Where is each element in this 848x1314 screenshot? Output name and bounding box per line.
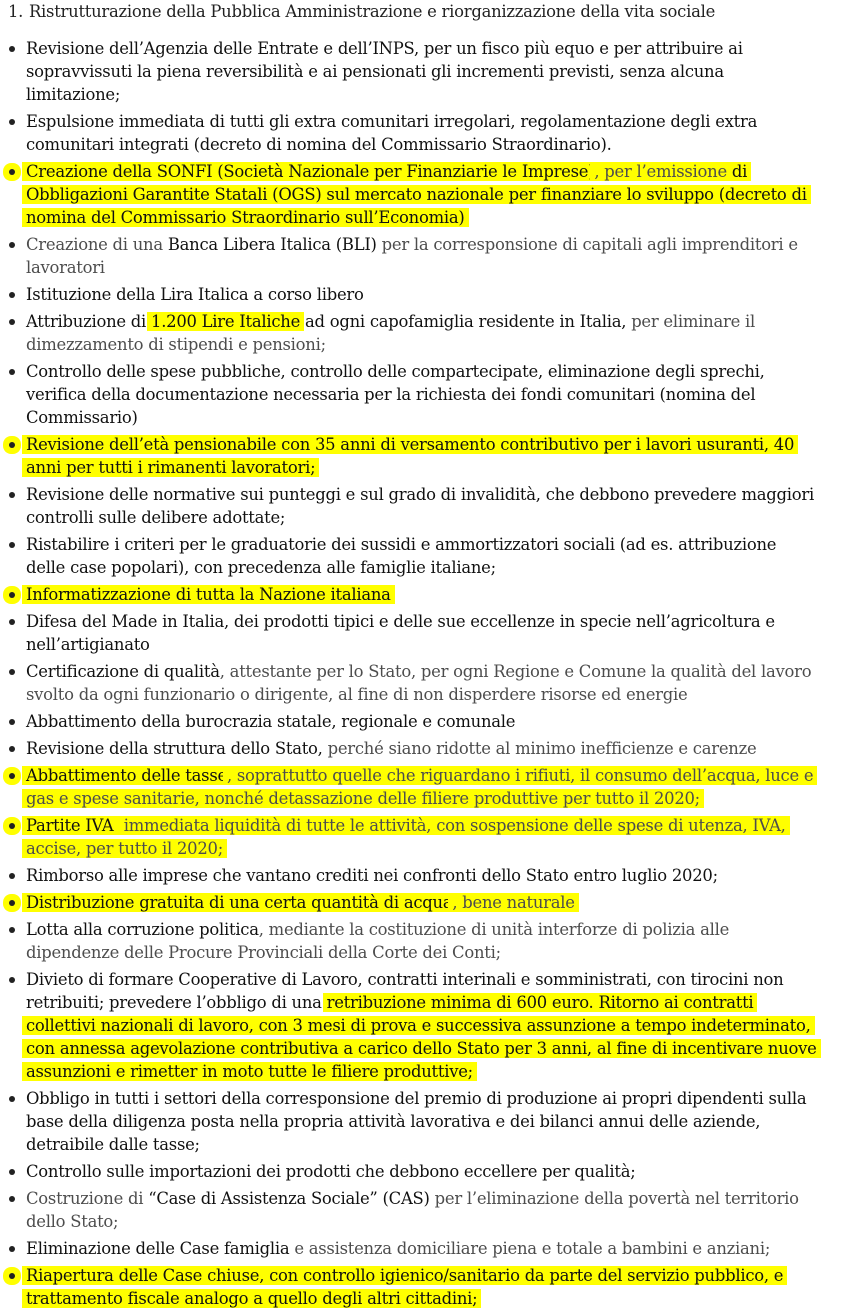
list-item: Controllo delle spese pubbliche, controllo delle compartecipate, eliminazione degli sprechi, verifica della documentazione necessaria per la richiesta dei fondi comunitari (nomina del Commissario) — [6, 360, 820, 429]
list-item: Revisione della struttura dello Stato, perché siano ridotte al minimo inefficienze e carenze — [6, 737, 820, 760]
list-item: Creazione della SONFI (Società Nazionale per Finanziarie le Imprese), per l’emissione di Obbligazioni Garantite Statali (OGS) sul mercato nazionale per finanziare lo sviluppo (decreto di nomina del Commissario Straordinario sull’Economia) — [6, 160, 820, 229]
list-item: Partite IVA: immediata liquidità di tutte le attività, con sospensione delle spese di utenza, IVA, accise, per tutto il 2020; — [6, 814, 820, 860]
list-item: Istituzione della Lira Italica a corso libero — [6, 283, 820, 306]
list-item: Revisione delle normative sui punteggi e sul grado di invalidità, che debbono prevedere maggiori controlli sulle delibere adottate; — [6, 483, 820, 529]
list-item: Difesa del Made in Italia, dei prodotti tipici e delle sue eccellenze in specie nell’agricoltura e nell’artigianato — [6, 610, 820, 656]
section-title: Ristrutturazione della Pubblica Amministrazione e riorganizzazione della vita sociale — [28, 2, 716, 21]
list-item: Abbattimento delle tasse, soprattutto quelle che riguardano i rifiuti, il consumo dell’acqua, luce e gas e spese sanitarie, nonché detassazione delle filiere produttive per tutto il 2020; — [6, 764, 820, 810]
list-item: Rimborso alle imprese che vantano crediti nei confronti dello Stato entro luglio 2020; — [6, 864, 820, 887]
list-item: Costruzione di “Case di Assistenza Sociale” (CAS) per l’eliminazione della povertà nel territorio dello Stato; — [6, 1187, 820, 1233]
list-item: Eliminazione delle Case famiglia e assistenza domiciliare piena e totale a bambini e anziani; — [6, 1237, 820, 1260]
list-item: Attribuzione di 1.200 Lire Italiche ad ogni capofamiglia residente in Italia, per eliminare il dimezzamento di stipendi e pensioni; — [6, 310, 820, 356]
measures-list — [6, 37, 820, 1314]
list-item: Revisione dell’Agenzia delle Entrate e dell’INPS, per un fisco più equo e per attribuire ai sopravvissuti la piena reversibilità e ai pensionati gli incrementi previsti, senza alcuna limitazione; — [6, 37, 820, 106]
list-item: Lotta alla corruzione politica, mediante la costituzione di unità interforze di polizia alle dipendenze delle Procure Provinciali della Corte dei Conti; — [6, 918, 820, 964]
list-item: Distribuzione gratuita di una certa quantità di acqua, bene naturale — [6, 891, 820, 914]
list-item: Certificazione di qualità, attestante per lo Stato, per ogni Regione e Comune la qualità del lavoro svolto da ogni funzionario o dirigente, al fine di non disperdere risorse ed energie — [6, 660, 820, 706]
list-item: Espulsione immediata di tutti gli extra comunitari irregolari, regolamentazione degli extra comunitari integrati (decreto di nomina del Commissario Straordinario). — [6, 110, 820, 156]
list-item: Obbligo in tutti i settori della corresponsione del premio di produzione ai propri dipendenti sulla base della diligenza posta nella propria attività lavorativa e dei bilanci annui delle aziende, detraibile dalle tasse; — [6, 1087, 820, 1156]
list-item: Divieto di formare Cooperative di Lavoro, contratti interinali e somministrati, con tirocini non retribuiti; prevedere l’obbligo di una retribuzione minima di 600 euro. Ritorno ai contratti collettivi nazionali di lavoro, con 3 mesi di prova e successiva assunzione a tempo indeterminato, con annessa agevolazione contributiva a carico dello Stato per 3 anni, al fine di incentivare nuove assunzioni e rimetter in moto tutte le filiere produttive; — [6, 968, 820, 1083]
section-number: 1. — [8, 2, 24, 21]
list-item: Revisione dell’età pensionabile con 35 anni di versamento contributivo per i lavori usuranti, 40 anni per tutti i rimanenti lavoratori; — [6, 433, 820, 479]
list-item: Riapertura delle Case chiuse, con controllo igienico/sanitario da parte del servizio pubblico, e trattamento fiscale analogo a quello degli altri cittadini; — [6, 1264, 820, 1310]
list-item: Controllo sulle importazioni dei prodotti che debbono eccellere per qualità; — [6, 1160, 820, 1183]
list-item: Creazione di una Banca Libera Italica (BLI) per la corresponsione di capitali agli imprenditori e lavoratori — [6, 233, 820, 279]
list-item: Abbattimento della burocrazia statale, regionale e comunale — [6, 710, 820, 733]
list-item: Ristabilire i criteri per le graduatorie dei sussidi e ammortizzatori sociali (ad es. attribuzione delle case popolari), con precedenza alle famiglie italiane; — [6, 533, 820, 579]
section-heading — [8, 0, 715, 23]
list-item: Informatizzazione di tutta la Nazione italiana — [6, 583, 820, 606]
